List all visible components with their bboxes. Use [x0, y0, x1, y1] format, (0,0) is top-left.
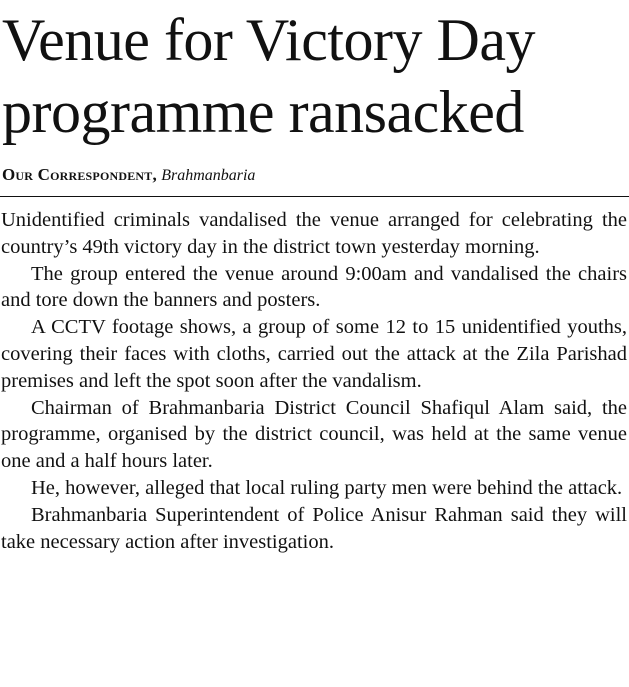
article-body: [1, 207, 627, 555]
body-paragraph: Chairman of Brahmanbaria District Council Shafiqul Alam said, the programme, organised by the district council, was held at the same venue one and a half hours later.: [1, 396, 627, 473]
byline-location: Brahmanbaria: [161, 167, 256, 184]
byline-divider: [0, 196, 629, 197]
byline: [2, 164, 255, 187]
body-paragraph: He, however, alleged that local ruling party men were behind the attack.: [31, 476, 623, 499]
body-paragraph: A CCTV footage shows, a group of some 12 to 15 unidentified youths, covering their faces with cloths, carried out the attack at the Zila Parishad premises and left the spot soon after the vandalism.: [1, 316, 627, 392]
byline-author: Our Correspondent,: [2, 165, 157, 184]
body-paragraph: The group entered the venue around 9:00am and vandalised the chairs and tore down the banners and posters.: [1, 262, 627, 312]
body-paragraph: Unidentified criminals vandalised the venue arranged for celebrating the country’s 49th victory day in the district town yesterday morning.: [1, 209, 627, 258]
body-paragraph: Brahmanbaria Superintendent of Police Anisur Rahman said they will take necessary action after investigation.: [1, 503, 627, 553]
headline: Venue for Victory Day programme ransacked: [2, 7, 535, 145]
